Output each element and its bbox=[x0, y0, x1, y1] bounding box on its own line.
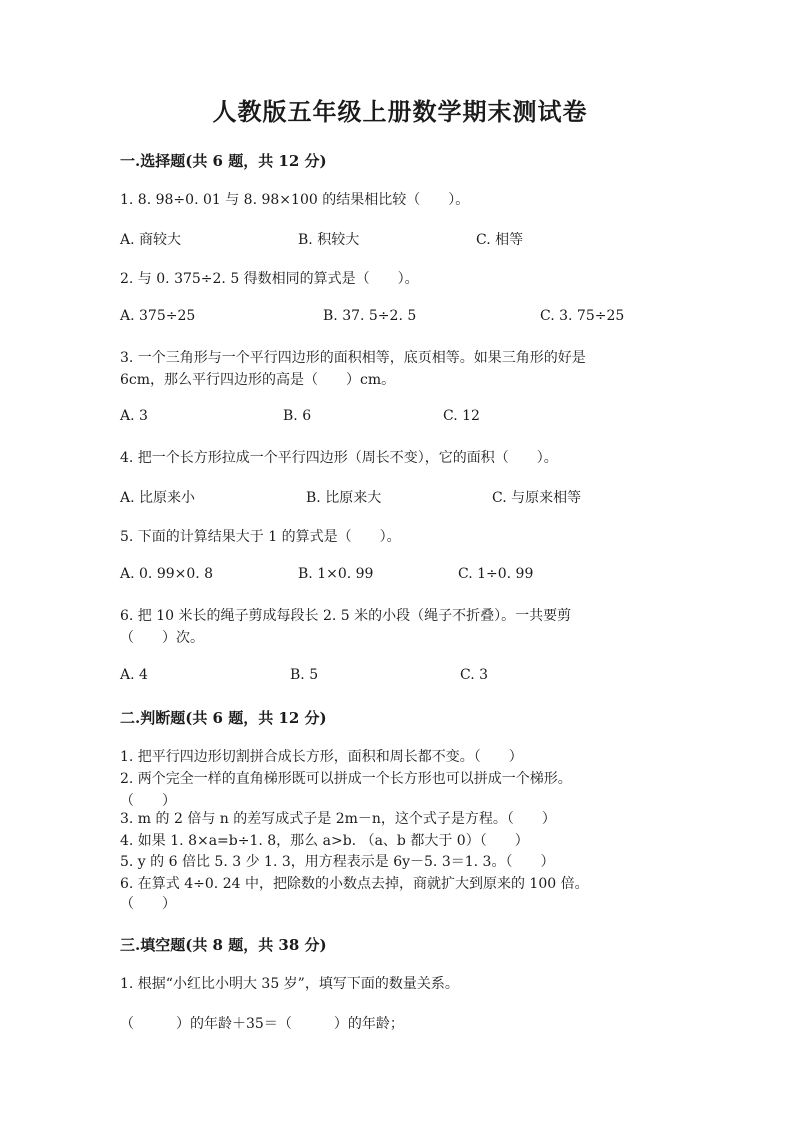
judge-item: 2. 两个完全一样的直角梯形既可以拼成一个长方形也可以拼成一个梯形。 bbox=[120, 771, 572, 787]
judge-item: 5. y 的 6 倍比 5. 3 少 1. 3，用方程表示是 6y－5. 3＝1. 3。（ ） bbox=[120, 854, 555, 870]
option-b: B. 1×0. 99 bbox=[298, 566, 374, 582]
question-stem-continued: （ ）次。 bbox=[120, 630, 204, 646]
judge-item: 1. 把平行四边形切割拼合成长方形，面积和周长都不变。（ ） bbox=[120, 749, 523, 765]
option-a: A. 比原来小 bbox=[120, 490, 196, 506]
option-c: C. 相等 bbox=[476, 232, 524, 248]
fill-blank-line: （ ）的年龄＋35＝（ ）的年龄； bbox=[120, 1016, 404, 1032]
option-a: A. 375÷25 bbox=[120, 308, 196, 324]
option-a: A. 商较大 bbox=[120, 232, 182, 248]
question-stem: 5. 下面的计算结果大于 1 的算式是（ ）。 bbox=[120, 529, 401, 545]
option-c: C. 1÷0. 99 bbox=[458, 566, 534, 582]
option-b: B. 积较大 bbox=[298, 232, 360, 248]
judge-item-continued: （ ） bbox=[120, 793, 176, 809]
option-c: C. 3 bbox=[460, 667, 489, 683]
judge-item: 6. 在算式 4÷0. 24 中，把除数的小数点去掉，商就扩大到原来的 100 倍。 bbox=[120, 876, 589, 892]
question-stem: 4. 把一个长方形拉成一个平行四边形（周长不变），它的面积（ ）。 bbox=[120, 450, 558, 466]
question-stem: 6. 把 10 米长的绳子剪成每段长 2. 5 米的小段（绳子不折叠）。一共要剪 bbox=[120, 608, 572, 624]
judge-item-continued: （ ） bbox=[120, 896, 176, 912]
exam-title: 人教版五年级上册数学期末测试卷 bbox=[212, 97, 588, 126]
option-c: C. 12 bbox=[443, 408, 480, 424]
question-stem: 3. 一个三角形与一个平行四边形的面积相等，底页相等。如果三角形的好是 bbox=[120, 350, 586, 366]
option-b: B. 比原来大 bbox=[306, 490, 382, 506]
section-heading-judge: 二.判断题(共 6 题，共 12 分) bbox=[120, 709, 327, 727]
option-b: B. 37. 5÷2. 5 bbox=[323, 308, 417, 324]
judge-item: 3. m 的 2 倍与 n 的差写成式子是 2m－n，这个式子是方程。（ ） bbox=[120, 811, 556, 827]
option-b: B. 6 bbox=[283, 408, 312, 424]
question-stem-continued: 6cm，那么平行四边形的高是（ ）cm。 bbox=[120, 372, 396, 388]
section-heading-choice: 一.选择题(共 6 题，共 12 分) bbox=[120, 152, 327, 170]
option-b: B. 5 bbox=[290, 667, 319, 683]
option-c: C. 与原来相等 bbox=[492, 490, 582, 506]
option-a: A. 0. 99×0. 8 bbox=[120, 566, 214, 582]
judge-item: 4. 如果 1. 8×a=b÷1. 8，那么 a>b. （a、b 都大于 0）（ ） bbox=[120, 833, 529, 849]
section-heading-fill: 三.填空题(共 8 题，共 38 分) bbox=[120, 936, 327, 954]
option-a: A. 4 bbox=[120, 667, 148, 683]
option-a: A. 3 bbox=[120, 408, 148, 424]
fill-question: 1. 根据“小红比小明大 35 岁”，填写下面的数量关系。 bbox=[120, 976, 459, 992]
question-stem: 1. 8. 98÷0. 01 与 8. 98×100 的结果相比较（ ）。 bbox=[120, 192, 470, 208]
question-stem: 2. 与 0. 375÷2. 5 得数相同的算式是（ ）。 bbox=[120, 271, 419, 287]
option-c: C. 3. 75÷25 bbox=[540, 308, 625, 324]
